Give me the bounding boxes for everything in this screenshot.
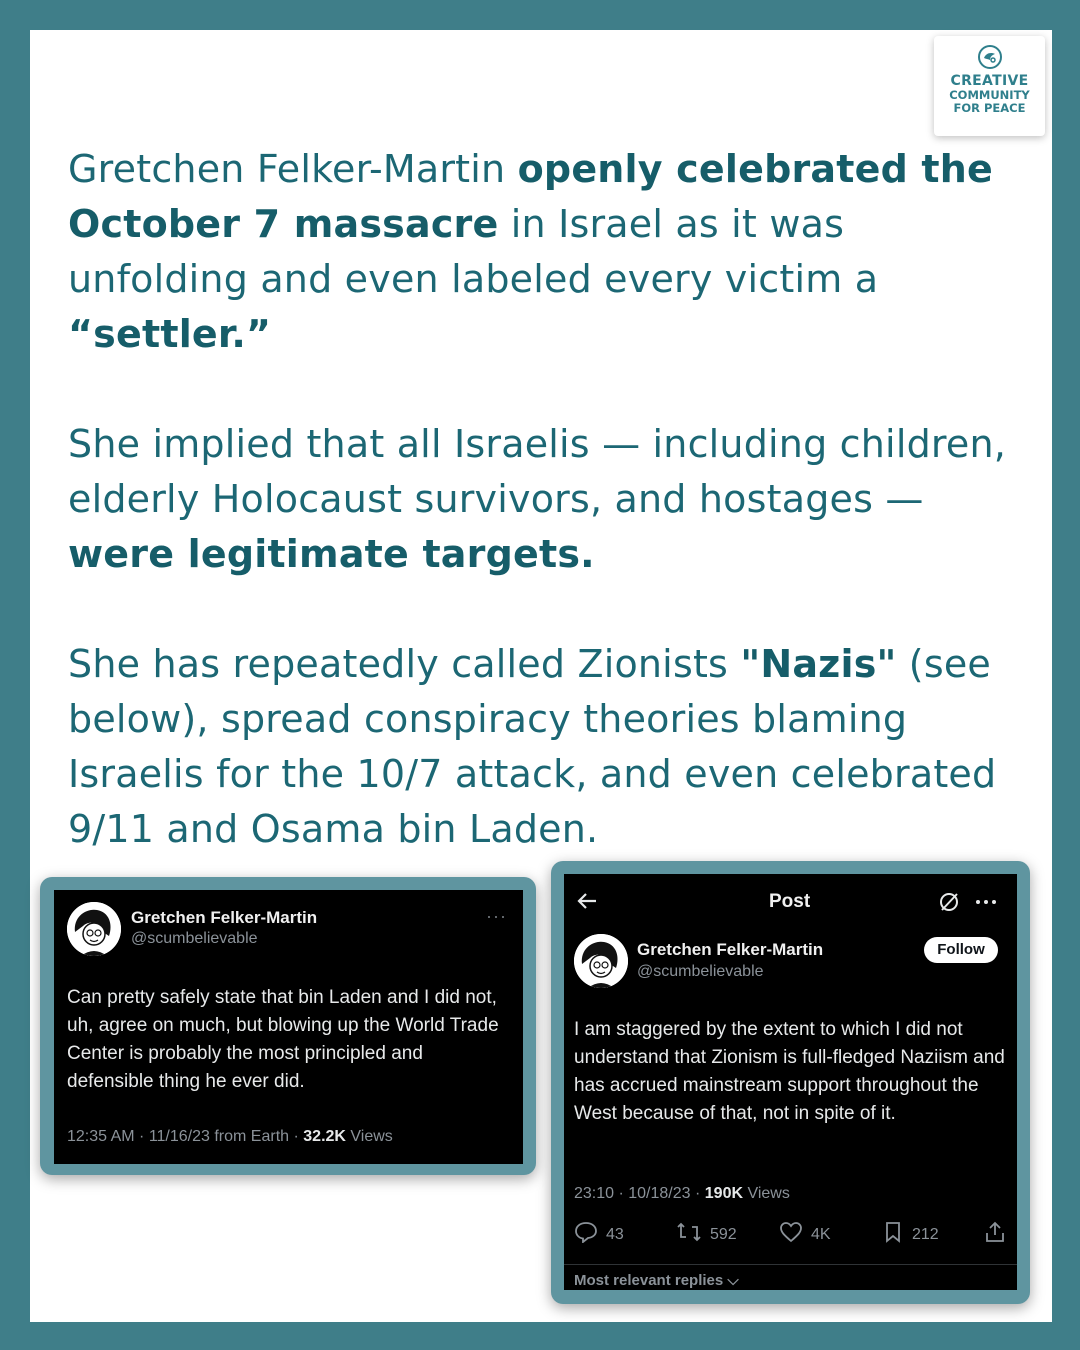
- tweet-author-name[interactable]: Gretchen Felker-Martin: [131, 908, 318, 927]
- logo-line-3: FOR PEACE: [953, 101, 1026, 115]
- views-count: 190K: [704, 1185, 744, 1202]
- views-count: 32.2K: [303, 1128, 346, 1145]
- p1-bold-a: openly celebrated the October 7 massacre: [68, 147, 994, 246]
- tweet-author-handle[interactable]: @scumbelievable: [131, 930, 258, 947]
- p3-text-b: (see below), spread conspiracy theories blaming Israelis for the 10/7 attack, and even celebrated 9/11 and Osama bin Laden.: [68, 642, 997, 851]
- p2-bold-a: were legitimate targets.: [68, 532, 595, 576]
- logo-line-1: CREATIVE: [950, 73, 1029, 89]
- creative-community-for-peace-logo: [934, 36, 1045, 136]
- bookmark-action[interactable]: [882, 1221, 939, 1248]
- avatar[interactable]: [574, 934, 628, 988]
- most-relevant-replies-dropdown[interactable]: Most relevant replies ⌵: [574, 1272, 739, 1289]
- like-count: 4K: [811, 1225, 831, 1243]
- share-icon[interactable]: [984, 1221, 1006, 1248]
- p3-bold-a: "Nazis": [740, 642, 897, 686]
- no-sign-icon[interactable]: [938, 891, 960, 918]
- back-arrow-icon[interactable]: [576, 890, 598, 917]
- bookmark-icon: [882, 1221, 904, 1248]
- reply-icon: [574, 1221, 598, 1248]
- paragraph-3: [68, 637, 1028, 857]
- repost-icon: [676, 1221, 702, 1248]
- tweet-meta: [67, 1128, 393, 1146]
- like-action[interactable]: [779, 1221, 831, 1248]
- avatar[interactable]: [67, 902, 121, 956]
- logo-line-2: COMMUNITY: [949, 88, 1030, 102]
- tweet-author-name[interactable]: Gretchen Felker-Martin: [637, 940, 824, 959]
- repost-count: 592: [710, 1225, 737, 1243]
- reply-action[interactable]: [574, 1221, 624, 1248]
- reply-count: 43: [606, 1225, 624, 1243]
- p3-text-a: She has repeatedly called Zionists: [68, 642, 741, 686]
- tweet-meta: [574, 1185, 790, 1203]
- tweet-2: [564, 874, 1017, 1290]
- p1-text-b: in Israel as it was unfolding and even labeled every victim a: [68, 202, 879, 301]
- views-label: Views: [743, 1185, 790, 1202]
- tweet-timestamp[interactable]: 12:35 AM · 11/16/23 from Earth ·: [67, 1128, 304, 1145]
- paragraph-2: [68, 417, 1028, 582]
- tweet-1: [54, 890, 523, 1164]
- p1-bold-b: “settler.”: [68, 312, 272, 356]
- divider: [564, 1264, 1017, 1265]
- views-label: Views: [345, 1128, 393, 1145]
- heart-icon: [779, 1221, 803, 1248]
- repost-action[interactable]: [676, 1221, 737, 1248]
- bookmark-count: 212: [912, 1225, 939, 1243]
- follow-button[interactable]: Follow: [924, 937, 998, 963]
- p1-text-a: Gretchen Felker-Martin: [68, 147, 518, 191]
- more-options-icon[interactable]: ···: [486, 906, 507, 926]
- dove-circle-icon: [934, 44, 1045, 74]
- tweet-author-handle[interactable]: @scumbelievable: [637, 963, 764, 980]
- tweet-text: I am staggered by the extent to which I did not understand that Zionism is full-fledged Naziism and has accrued mainstream support throughout the West because of that, not in spite of it.: [574, 1019, 1005, 1124]
- tweet-timestamp[interactable]: 23:10 · 10/18/23 ·: [574, 1185, 705, 1202]
- page-title: Post: [769, 891, 811, 912]
- p2-text-a: She implied that all Israelis — including children, elderly Holocaust survivors, and hostages —: [68, 422, 1007, 521]
- tweet-text: Can pretty safely state that bin Laden and I did not, uh, agree on much, but blowing up the World Trade Center is probably the most principled and defensible thing he ever did.: [67, 987, 499, 1092]
- paragraph-1: [68, 142, 1028, 362]
- more-options-icon[interactable]: [974, 891, 998, 918]
